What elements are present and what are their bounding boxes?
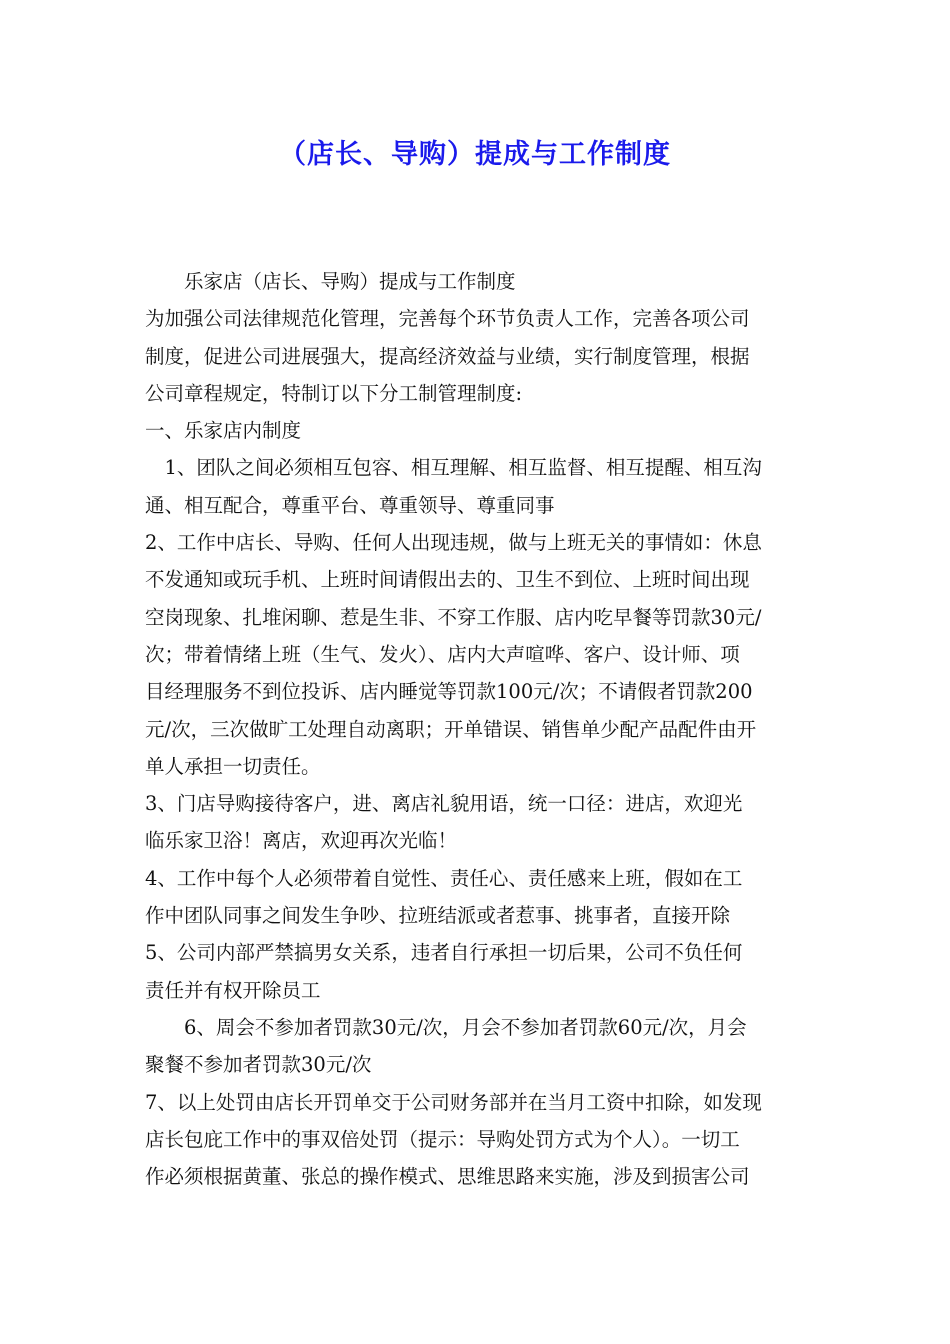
text-line: 元/次，三次做旷工处理自动离职；开单错误、销售单少配产品配件由开 (145, 717, 757, 741)
text-line: 次；带着情绪上班（生气、发火）、店内大声喧哗、客户、设计师、项 (145, 642, 740, 666)
text-line: 4、工作中每个人必须带着自觉性、责任心、责任感来上班，假如在工 (145, 866, 743, 890)
text-line: 责任并有权开除员工 (145, 978, 321, 1002)
text-line: 乐家店（店长、导购）提成与工作制度 (145, 270, 516, 293)
text-line: 作必须根据黄董、张总的操作模式、思维思路来实施，涉及到损害公司 (145, 1165, 750, 1189)
text-line: 空岗现象、扎堆闲聊、惹是生非、不穿工作服、店内吃早餐等罚款30元/ (145, 605, 762, 629)
text-line: 5、公司内部严禁搞男女关系，违者自行承担一切后果，公司不负任何 (145, 941, 743, 965)
section-heading: 一、乐家店内制度 (145, 419, 302, 443)
text-line: 单人承担一切责任。 (145, 754, 321, 778)
document-body (145, 263, 805, 1195)
text-line: 制度，促进公司进展强大，提高经济效益与业绩，实行制度管理，根据 (145, 344, 750, 368)
text-line: 作中团队同事之间发生争吵、拉班结派或者惹事、挑事者，直接开除 (145, 904, 731, 928)
text-line: 2、工作中店长、导购、任何人出现违规，做与上班无关的事情如：休息 (145, 531, 762, 555)
text-line: 店长包庇工作中的事双倍处罚（提示：导购处罚方式为个人）。一切工 (145, 1127, 740, 1151)
text-line: 聚餐不参加者罚款30元/次 (145, 1053, 372, 1077)
text-line: 临乐家卫浴！离店，欢迎再次光临！ (145, 829, 458, 853)
text-line: 7、以上处罚由店长开罚单交于公司财务部并在当月工资中扣除，如发现 (145, 1090, 762, 1114)
text-line: 通、相互配合，尊重平台、尊重领导、尊重同事 (145, 493, 555, 517)
document-title: （店长、导购）提成与工作制度 (279, 139, 671, 170)
text-line: 公司章程规定，特制订以下分工制管理制度: (145, 381, 523, 405)
text-line: 6、周会不参加者罚款30元/次，月会不参加者罚款60元/次，月会 (145, 1015, 747, 1039)
text-line: 目经理服务不到位投诉、店内睡觉等罚款100元/次；不请假者罚款200 (145, 680, 753, 704)
text-line: 不发通知或玩手机、上班时间请假出去的、卫生不到位、上班时间出现 (145, 568, 750, 592)
text-line: 为加强公司法律规范化管理，完善每个环节负责人工作，完善各项公司 (145, 307, 750, 331)
text-line: 1、团队之间必须相互包容、相互理解、相互监督、相互提醒、相互沟 (145, 456, 762, 480)
text-line: 3、门店导购接待客户，进、离店礼貌用语，统一口径：进店，欢迎光 (145, 792, 743, 816)
